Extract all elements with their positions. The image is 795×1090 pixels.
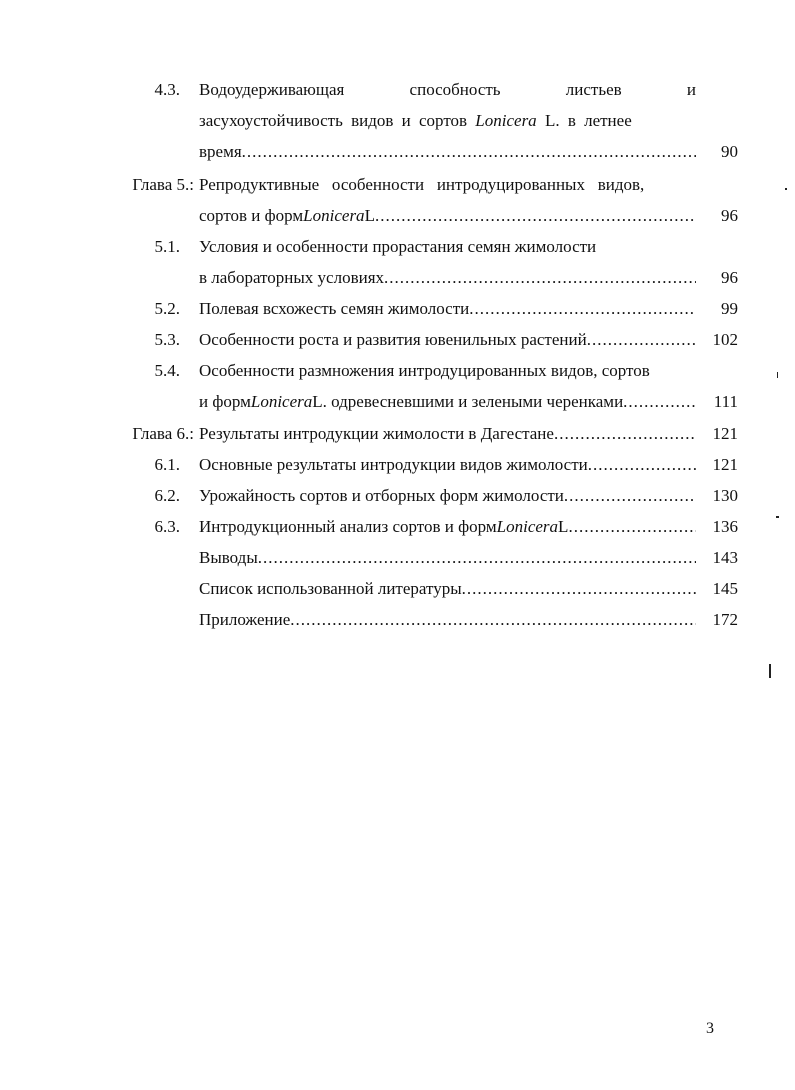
toc-entry-chapter-5-line2 xyxy=(0,200,795,231)
toc-leader xyxy=(375,200,696,231)
toc-entry-4-3 xyxy=(0,74,795,105)
toc-entry-5-4 xyxy=(0,355,795,386)
toc-text: Приложение xyxy=(199,610,291,629)
toc-title-line: Репродуктивные особенности интродуцированных видов, xyxy=(199,175,645,194)
toc-entry-5-1 xyxy=(0,231,795,262)
toc-title-line xyxy=(199,200,696,231)
toc-leader xyxy=(564,480,696,511)
page-number: 3 xyxy=(706,1020,714,1037)
toc-number: 5.3. xyxy=(154,330,180,349)
toc-number: 6.3. xyxy=(154,517,180,536)
toc-title-line xyxy=(199,136,696,167)
toc-italic-text: Lonicera xyxy=(303,206,365,225)
toc-title-line xyxy=(199,324,696,355)
toc-text: Результаты интродукции жимолости в Дагестане xyxy=(199,424,554,443)
toc-italic-text: Lonicera xyxy=(496,517,559,536)
toc-number: 6.1. xyxy=(154,455,180,474)
toc-text: Основные результаты интродукции видов жимолости xyxy=(199,455,588,474)
toc-page: 145 xyxy=(712,579,738,598)
toc-entry-chapter-6 xyxy=(0,418,795,449)
toc-text: и форм xyxy=(199,392,251,411)
toc-text: время xyxy=(199,142,242,161)
toc-entry-references xyxy=(0,573,795,604)
toc-page: 121 xyxy=(712,424,738,443)
toc-entry-conclusions xyxy=(0,542,795,573)
toc-italic-text: Lonicera xyxy=(475,111,537,130)
toc-text: L. одревесневшими и зелеными черенками xyxy=(312,392,624,411)
toc-text: засухоустойчивость видов и сортов xyxy=(199,111,476,130)
toc-text: Выводы xyxy=(199,548,258,567)
toc-text: в лабораторных условиях xyxy=(199,268,385,287)
toc-leader xyxy=(623,386,696,417)
toc-title-line xyxy=(199,449,696,480)
toc-number: 5.1. xyxy=(154,237,180,256)
toc-entry-6-2 xyxy=(0,480,795,511)
toc-title-line xyxy=(199,604,696,635)
toc-title-line xyxy=(199,386,696,417)
toc-text: Интродукционный анализ сортов и форм xyxy=(199,517,497,536)
scan-speck xyxy=(785,188,787,190)
toc-number: 6.2. xyxy=(154,486,180,505)
toc-entry-5-1-line2 xyxy=(0,262,795,293)
toc-number: Глава 5.: xyxy=(132,175,194,194)
toc-entry-6-1 xyxy=(0,449,795,480)
scan-speck xyxy=(776,516,779,518)
toc-number: 5.4. xyxy=(154,361,180,380)
toc-title-line xyxy=(199,74,696,105)
toc-page: 96 xyxy=(721,206,738,225)
toc-leader xyxy=(568,511,696,542)
toc-leader xyxy=(469,293,696,324)
toc-entry-5-2 xyxy=(0,293,795,324)
toc-leader xyxy=(258,542,696,573)
toc-page: 130 xyxy=(712,486,738,505)
toc-title-line xyxy=(199,511,696,542)
toc-page: 172 xyxy=(712,610,738,629)
toc-page: 121 xyxy=(712,455,738,474)
scan-speck xyxy=(777,372,778,378)
toc-text: сортов и форм xyxy=(199,206,304,225)
toc-title-line xyxy=(199,480,696,511)
toc-text: L. в летнее xyxy=(536,111,632,130)
toc-page: 136 xyxy=(712,517,738,536)
toc-page: 96 xyxy=(721,268,738,287)
toc-text: Урожайность сортов и отборных форм жимолости xyxy=(199,486,564,505)
toc-leader xyxy=(554,418,696,449)
toc-title-line xyxy=(199,418,696,449)
toc-page: 99 xyxy=(721,299,738,318)
toc-number: 4.3. xyxy=(154,80,180,99)
toc-entry-5-3 xyxy=(0,324,795,355)
toc-number: Глава 6.: xyxy=(132,424,194,443)
toc-title-line xyxy=(199,262,696,293)
toc-page: 90 xyxy=(721,142,738,161)
toc-leader xyxy=(242,136,696,167)
toc-text: L xyxy=(364,206,375,225)
toc-leader xyxy=(462,573,696,604)
toc-text: Особенности роста и развития ювенильных растений xyxy=(199,330,587,349)
toc-entry-4-3-line3 xyxy=(0,136,795,167)
toc-page: 102 xyxy=(712,330,738,349)
toc-leader xyxy=(588,449,696,480)
toc-italic-text: Lonicera xyxy=(250,392,313,411)
toc-word: листьев xyxy=(565,80,622,99)
toc-page: 143 xyxy=(712,548,738,567)
toc-word: Водоудерживающая xyxy=(199,80,345,99)
toc-leader xyxy=(384,262,696,293)
toc-word: и xyxy=(686,80,696,99)
toc-entry-appendix xyxy=(0,604,795,635)
toc-page: 111 xyxy=(713,392,738,411)
toc-title-line xyxy=(199,105,696,136)
scan-speck xyxy=(769,664,771,678)
toc-text: Список использованной литературы xyxy=(199,579,462,598)
toc-entry-6-3 xyxy=(0,511,795,542)
toc-text: Полевая всхожесть семян жимолости xyxy=(199,299,470,318)
toc-entry-4-3-line2 xyxy=(0,105,795,136)
toc-entry-5-4-line2 xyxy=(0,386,795,417)
toc-leader xyxy=(587,324,696,355)
toc-title-line xyxy=(199,293,696,324)
toc-entry-chapter-5 xyxy=(0,169,795,200)
toc-number: 5.2. xyxy=(154,299,180,318)
toc-leader xyxy=(290,604,696,635)
toc-title-line xyxy=(199,573,696,604)
toc-title-line: Условия и особенности прорастания семян жимолости xyxy=(199,237,597,256)
toc-title-line xyxy=(199,542,696,573)
toc-title-line: Особенности размножения интродуцированных видов, сортов xyxy=(199,361,650,380)
toc-text: L xyxy=(558,517,569,536)
toc-word: способность xyxy=(409,80,501,99)
